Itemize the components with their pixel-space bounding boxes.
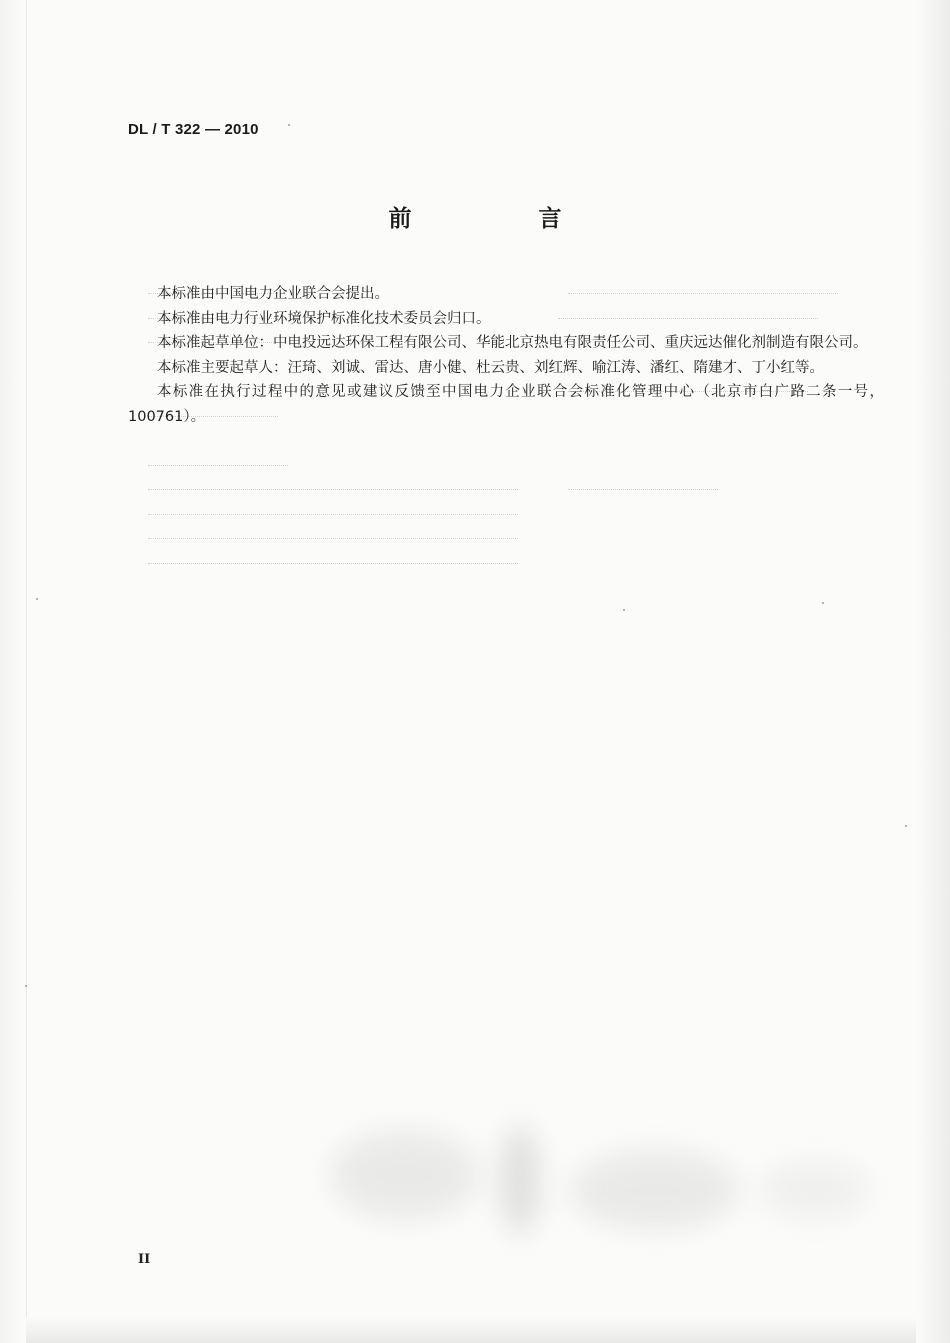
foreword-paragraph: 本标准主要起草人：汪琦、刘诚、雷达、唐小健、杜云贵、刘红辉、喻江涛、潘红、隋建才、丁小红等。 [157,359,824,376]
standard-code: DL / T 322 — 2010 [128,121,259,138]
scan-smudge [570,1150,740,1230]
bleed-through-row [128,429,884,454]
foreword-paragraph: 本标准在执行过程中的意见或建议反馈至中国电力企业联合会标准化管理中心（北京市白广路二条一号，100761）。 [128,384,884,425]
foreword-paragraph: 本标准由电力行业环境保护标准化技术委员会归口。 [157,310,491,327]
bleed-through-row [128,527,884,552]
page-number: II [138,1252,151,1267]
scan-speck [822,602,824,604]
foreword-paragraph: 本标准起草单位：中电投远达环保工程有限公司、华能北京热电有限责任公司、重庆远达催化剂制造有限公司。 [157,335,868,351]
bleed-through-row [128,478,884,503]
scan-smudge [500,1125,540,1235]
page-title: 前 言 [388,206,614,232]
page-bottom-edge [26,1317,916,1343]
scan-speck [36,598,38,600]
bleed-through-row [128,503,884,528]
foreword-paragraph: 本标准由中国电力企业联合会提出。 [157,286,389,302]
scan-speck [288,124,290,126]
foreword-body [128,282,884,429]
scan-speck [905,825,907,827]
scan-smudge [330,1130,480,1220]
scan-smudge [760,1160,870,1220]
bleed-through-row [128,552,884,577]
bleed-through-row [128,454,884,479]
scan-speck [623,609,625,611]
scan-speck [25,985,27,987]
